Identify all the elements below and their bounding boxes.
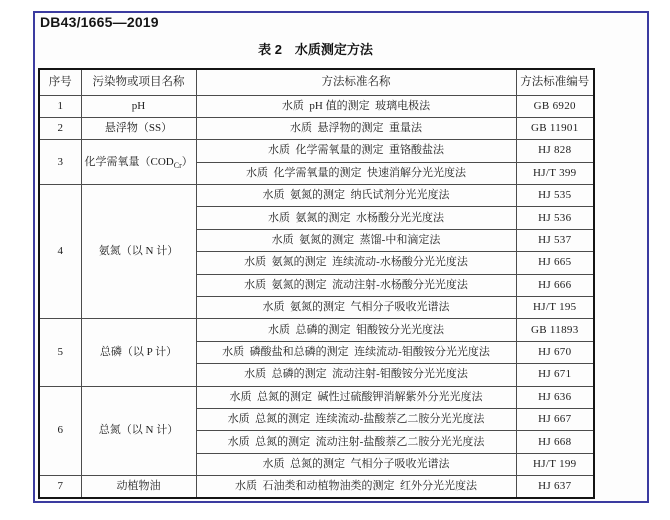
method-name-cell: 水质 氨氮的测定 水杨酸分光光度法 — [196, 207, 516, 229]
method-name-cell: 水质 总氮的测定 气相分子吸收光谱法 — [196, 453, 516, 475]
standard-code-cell: HJ 536 — [516, 207, 594, 229]
column-header-method-name: 方法标准名称 — [196, 69, 516, 95]
row-number-cell: 6 — [39, 386, 81, 476]
standard-code-cell: HJ 665 — [516, 252, 594, 274]
standard-code-cell: HJ 535 — [516, 185, 594, 207]
method-name-cell: 水质 石油类和动植物油类的测定 红外分光光度法 — [196, 476, 516, 498]
standard-code-cell: HJ 537 — [516, 229, 594, 251]
row-number-cell: 3 — [39, 140, 81, 185]
standard-code-cell: HJ 671 — [516, 364, 594, 386]
water-quality-methods-table — [38, 68, 595, 499]
column-header-index: 序号 — [39, 69, 81, 95]
table-row — [39, 319, 594, 341]
table-body — [39, 95, 594, 498]
standard-code-cell: HJ/T 199 — [516, 453, 594, 475]
document-code: DB43/1665—2019 — [40, 14, 159, 30]
pollutant-name-cell: pH — [81, 95, 196, 117]
cod-subscript: Cr — [173, 160, 182, 170]
standard-code-cell: GB 6920 — [516, 95, 594, 117]
pollutant-name-cell: 总磷（以 P 计） — [81, 319, 196, 386]
method-name-cell: 水质 氨氮的测定 蒸馏-中和滴定法 — [196, 229, 516, 251]
pollutant-name-cell: 总氮（以 N 计） — [81, 386, 196, 476]
standard-code-cell: HJ/T 195 — [516, 297, 594, 319]
method-name-cell: 水质 总氮的测定 碱性过硫酸钾消解紫外分光光度法 — [196, 386, 516, 408]
standard-code-cell: HJ 667 — [516, 408, 594, 430]
method-name-cell: 水质 化学需氧量的测定 重铬酸盐法 — [196, 140, 516, 162]
method-name-cell: 水质 总磷的测定 钼酸铵分光光度法 — [196, 319, 516, 341]
pollutant-name-cell: 动植物油 — [81, 476, 196, 498]
pollutant-name-cell: 氨氮（以 N 计） — [81, 185, 196, 319]
row-number-cell: 7 — [39, 476, 81, 498]
method-name-cell: 水质 氨氮的测定 流动注射-水杨酸分光光度法 — [196, 274, 516, 296]
column-header-standard-code: 方法标准编号 — [516, 69, 594, 95]
method-name-cell: 水质 磷酸盐和总磷的测定 连续流动-钼酸铵分光光度法 — [196, 341, 516, 363]
table-row — [39, 476, 594, 498]
table-row — [39, 185, 594, 207]
table-row — [39, 117, 594, 139]
pollutant-name-cell — [81, 140, 196, 185]
pollutant-name-part: ） — [181, 155, 193, 168]
method-name-cell: 水质 氨氮的测定 气相分子吸收光谱法 — [196, 297, 516, 319]
method-name-cell: 水质 化学需氧量的测定 快速消解分光光度法 — [196, 162, 516, 184]
standard-code-cell: HJ 666 — [516, 274, 594, 296]
pollutant-name-part: 化学需氧量（COD — [84, 155, 174, 168]
table-title: 表 2 水质测定方法 — [258, 42, 373, 57]
table-row — [39, 386, 594, 408]
standard-code-cell: HJ 828 — [516, 140, 594, 162]
method-name-cell: 水质 氨氮的测定 连续流动-水杨酸分光光度法 — [196, 252, 516, 274]
standard-code-cell: HJ 668 — [516, 431, 594, 453]
method-name-cell: 水质 总氮的测定 连续流动-盐酸萘乙二胺分光光度法 — [196, 408, 516, 430]
method-name-cell: 水质 氨氮的测定 纳氏试剂分光光度法 — [196, 185, 516, 207]
standard-code-cell: GB 11901 — [516, 117, 594, 139]
table-row — [39, 140, 594, 162]
row-number-cell: 4 — [39, 185, 81, 319]
standard-code-cell: GB 11893 — [516, 319, 594, 341]
column-header-pollutant: 污染物或项目名称 — [81, 69, 196, 95]
standard-code-cell: HJ/T 399 — [516, 162, 594, 184]
row-number-cell: 1 — [39, 95, 81, 117]
method-name-cell: 水质 悬浮物的测定 重量法 — [196, 117, 516, 139]
header-row — [39, 69, 594, 95]
pollutant-name-cell: 悬浮物（SS） — [81, 117, 196, 139]
method-name-cell: 水质 总氮的测定 流动注射-盐酸萘乙二胺分光光度法 — [196, 431, 516, 453]
row-number-cell: 2 — [39, 117, 81, 139]
standard-code-cell: HJ 636 — [516, 386, 594, 408]
standard-code-cell: HJ 637 — [516, 476, 594, 498]
method-name-cell: 水质 总磷的测定 流动注射-钼酸铵分光光度法 — [196, 364, 516, 386]
method-name-cell: 水质 pH 值的测定 玻璃电极法 — [196, 95, 516, 117]
standard-code-cell: HJ 670 — [516, 341, 594, 363]
table-row — [39, 95, 594, 117]
row-number-cell: 5 — [39, 319, 81, 386]
